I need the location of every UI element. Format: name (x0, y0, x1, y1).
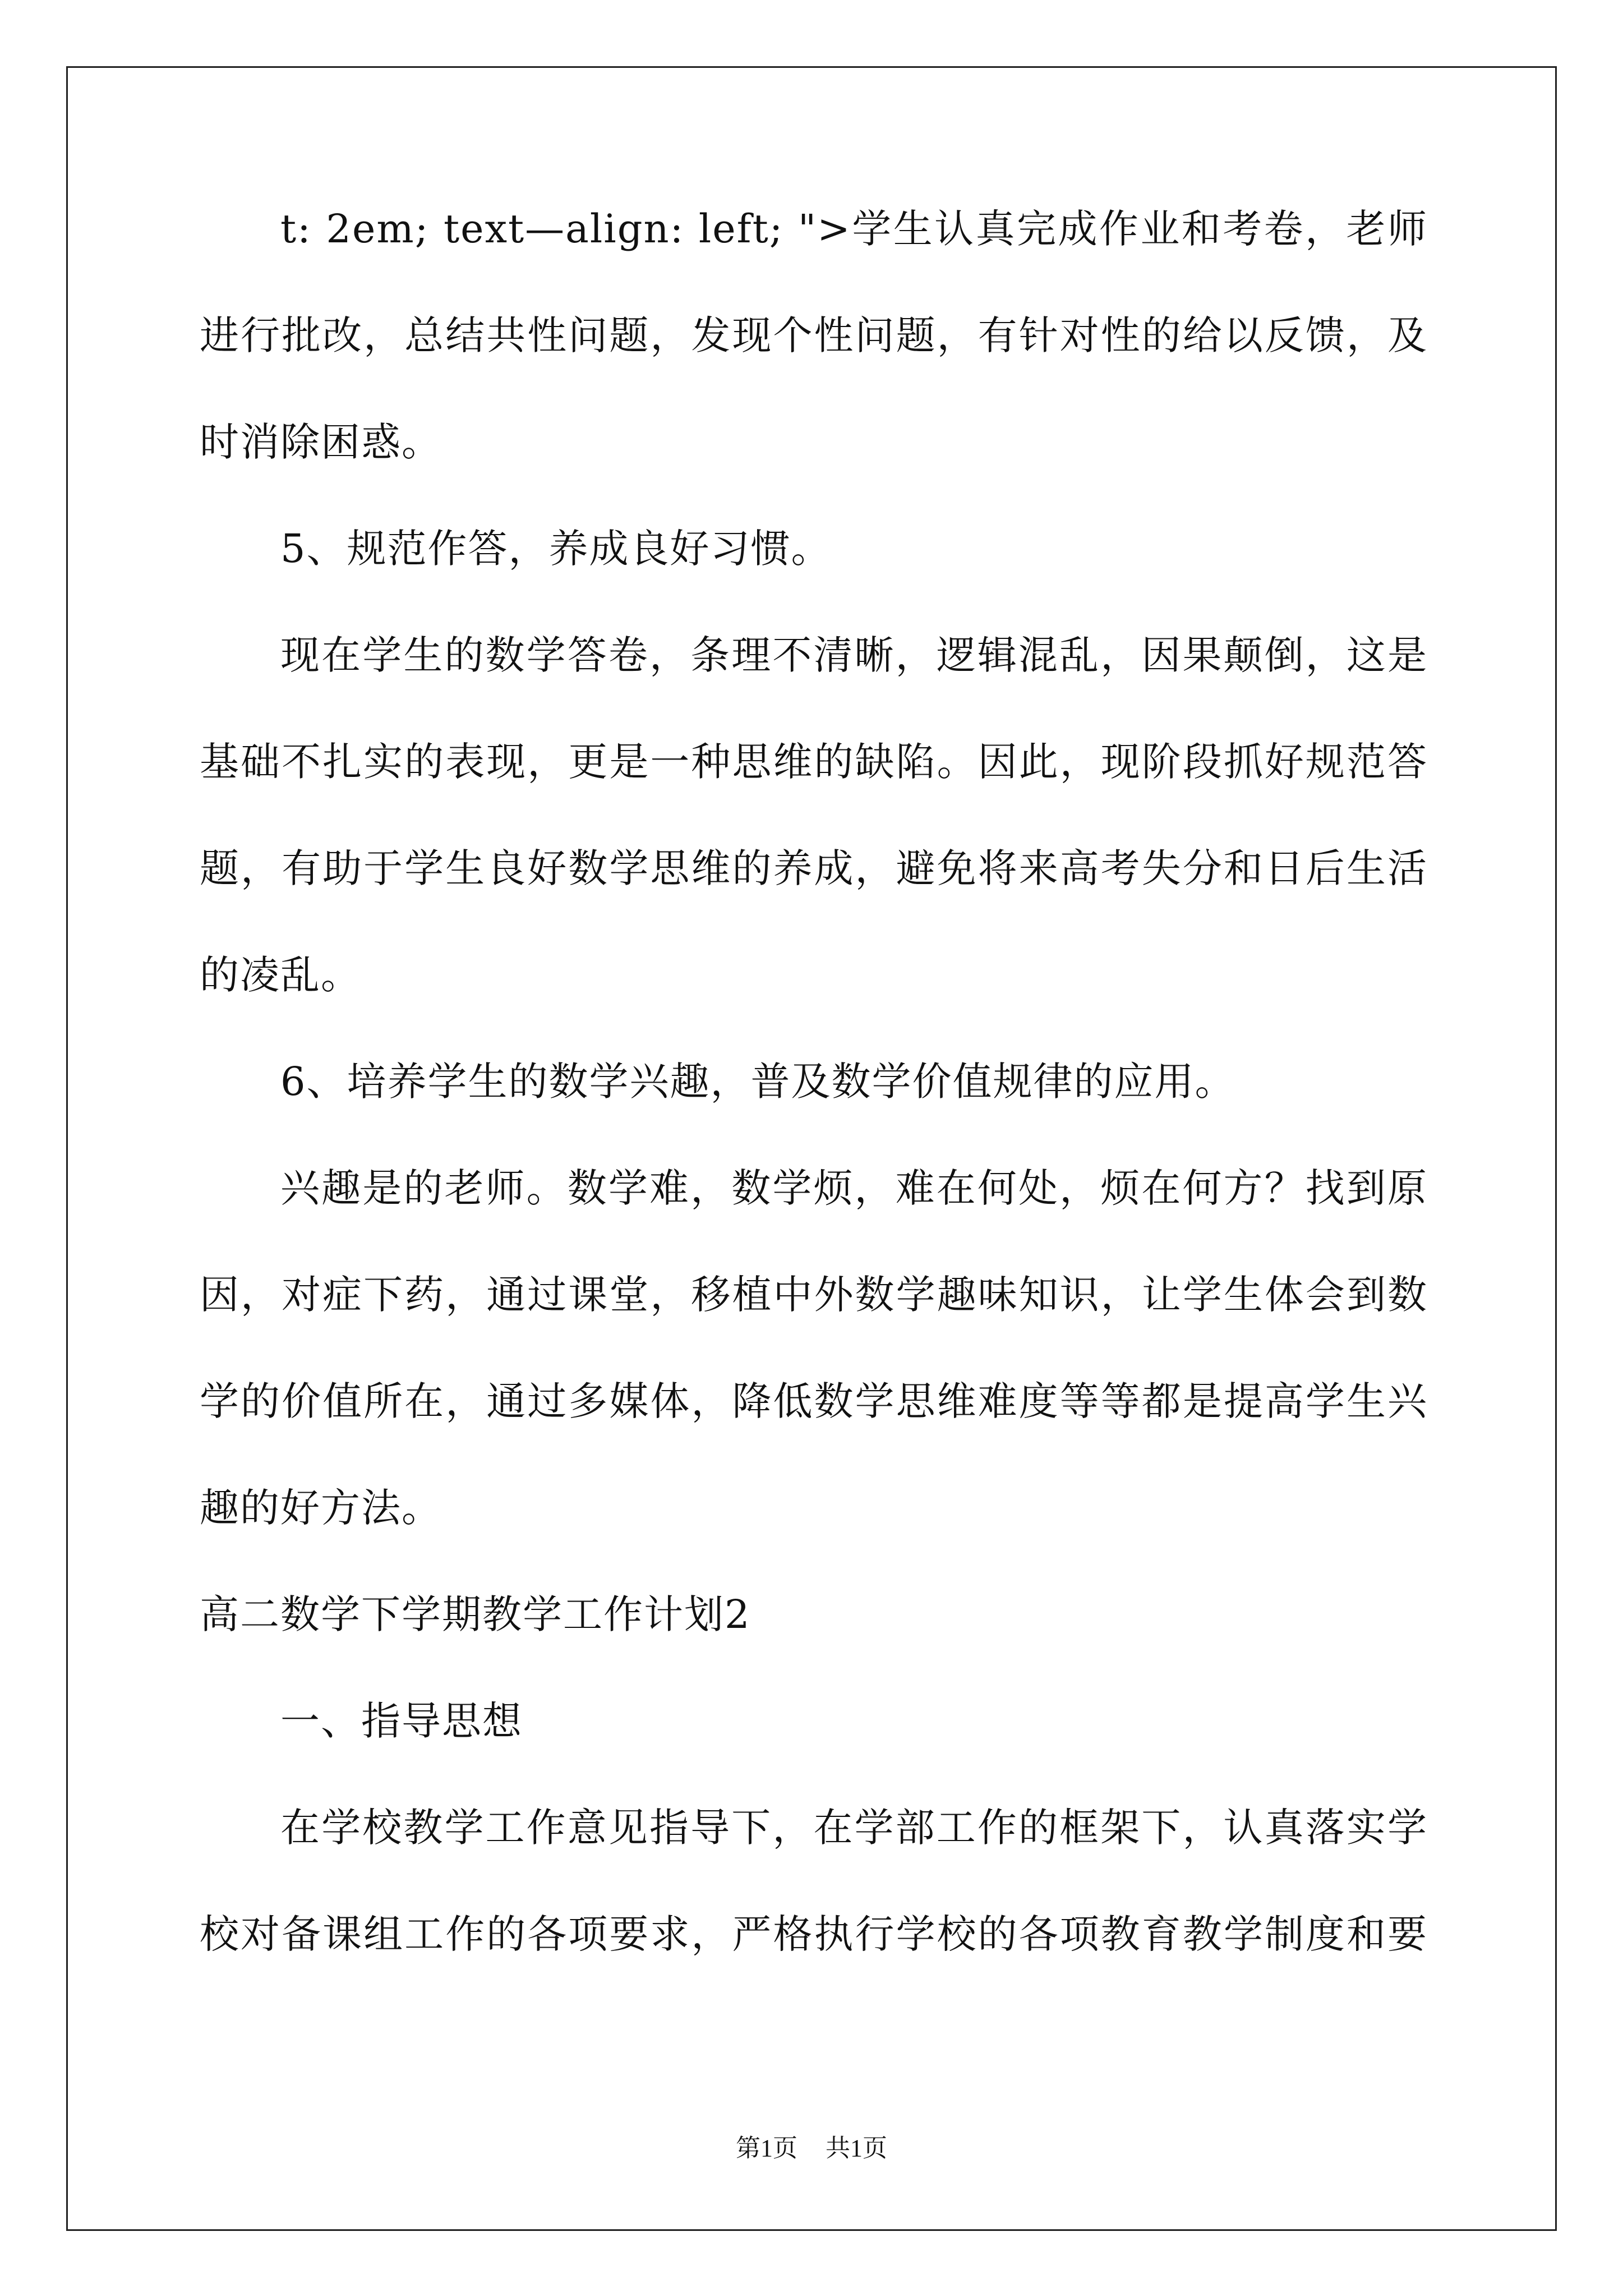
page-number: 第1页 (736, 2134, 797, 2162)
list-item-heading: 5、规范作答，养成良好习惯。 (280, 526, 832, 572)
section-title: 高二数学下学期教学工作计划2 (200, 1591, 751, 1637)
text-line: 因，对症下药，通过课堂，移植中外数学趣味知识，让学生体会到数 (200, 1272, 1428, 1318)
text-line: 校对备课组工作的各项要求，严格执行学校的各项教育教学制度和要 (200, 1911, 1428, 1957)
text-line: 趣的好方法。 (200, 1485, 442, 1531)
text-line: 题，有助于学生良好数学思维的养成，避免将来高考失分和日后生活 (200, 845, 1428, 891)
subsection-heading: 一、指导思想 (280, 1698, 523, 1744)
text-line: 进行批改，总结共性问题，发现个性问题，有针对性的给以反馈，及 (200, 312, 1428, 358)
document-body (200, 202, 1428, 2014)
text-line: 的凌乱。 (200, 952, 361, 998)
text-line: 现在学生的数学答卷，条理不清晰，逻辑混乱，因果颠倒，这是 (280, 632, 1428, 678)
page-total: 共1页 (826, 2134, 887, 2162)
text-line: 兴趣是的老师。数学难，数学烦，难在何处，烦在何方？找到原 (280, 1165, 1428, 1211)
page-footer (0, 2132, 1623, 2165)
text-line: 学的价值所在，通过多媒体，降低数学思维难度等等都是提高学生兴 (200, 1378, 1428, 1424)
text-line: t: 2em; text—align: left; ">学生认真完成作业和考卷，老师 (280, 206, 1428, 252)
text-line: 在学校教学工作意见指导下，在学部工作的框架下，认真落实学 (280, 1805, 1428, 1851)
text-line: 基础不扎实的表现，更是一种思维的缺陷。因此，现阶段抓好规范答 (200, 739, 1428, 785)
list-item-heading: 6、培养学生的数学兴趣，普及数学价值规律的应用。 (280, 1059, 1235, 1105)
text-line: 时消除困惑。 (200, 419, 442, 465)
